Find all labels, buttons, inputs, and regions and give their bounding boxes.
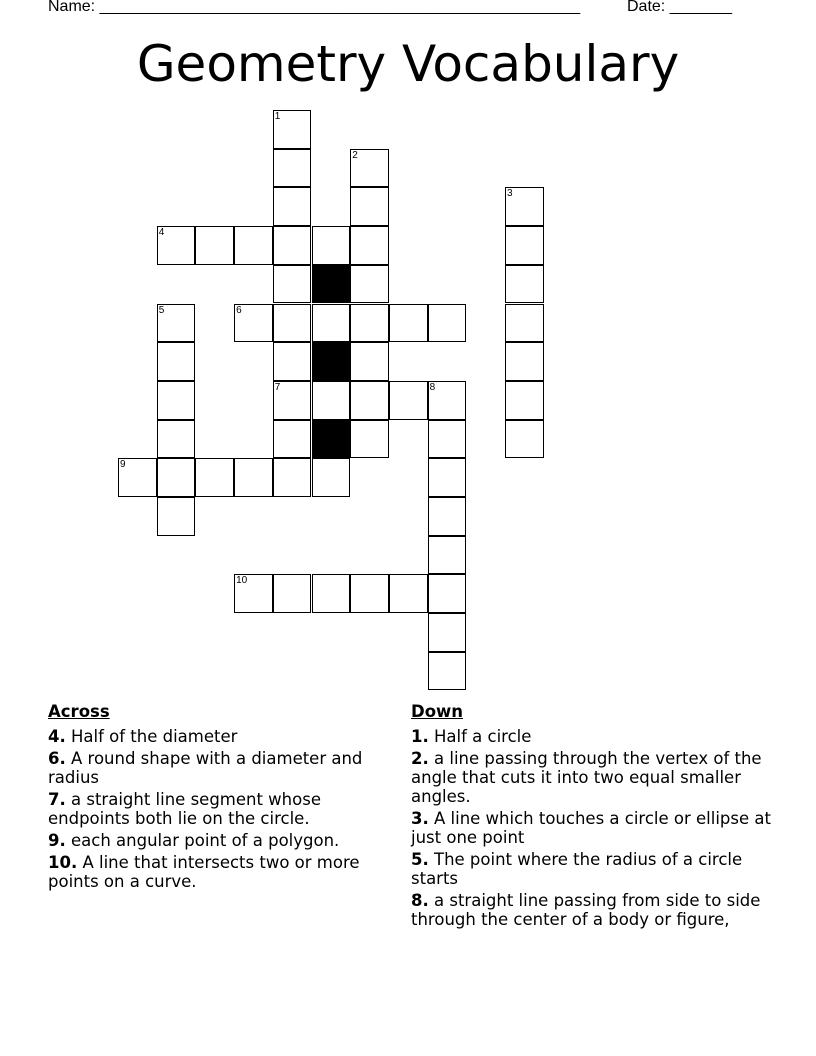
grid-cell[interactable] <box>350 187 389 226</box>
grid-cell[interactable] <box>505 226 544 265</box>
grid-cell[interactable] <box>312 304 351 343</box>
clue-number: 6. <box>48 749 66 768</box>
clue-text: A line which touches a circle or ellipse at just one point <box>411 809 771 847</box>
grid-cell[interactable] <box>273 420 312 459</box>
grid-cell[interactable] <box>195 458 234 497</box>
grid-cell[interactable] <box>428 652 467 691</box>
grid-cell[interactable] <box>273 304 312 343</box>
clue-number-label: 5 <box>158 304 165 316</box>
grid-cell[interactable] <box>273 226 312 265</box>
blocked-cell <box>312 342 351 381</box>
grid-cell[interactable] <box>350 574 389 613</box>
down-heading: Down <box>411 702 464 721</box>
grid-cell[interactable] <box>505 420 544 459</box>
grid-cell[interactable] <box>428 574 467 613</box>
grid-cell[interactable] <box>273 458 312 497</box>
grid-cell[interactable] <box>312 381 351 420</box>
clue-number: 2. <box>411 749 429 768</box>
clue-number: 7. <box>48 790 66 809</box>
grid-cell[interactable] <box>273 149 312 188</box>
grid-cell[interactable] <box>350 149 389 188</box>
clue-number-label: 9 <box>120 459 126 471</box>
grid-cell[interactable] <box>273 110 312 149</box>
clue-text: each angular point of a polygon. <box>71 831 340 850</box>
grid-cell[interactable] <box>505 381 544 420</box>
clue-number: 3. <box>411 809 429 828</box>
grid-cell[interactable] <box>350 342 389 381</box>
date-field-label: Date: _______ <box>627 0 732 15</box>
grid-cell[interactable] <box>505 304 544 343</box>
clue-number-label: 2 <box>352 149 358 161</box>
grid-cell[interactable] <box>389 381 428 420</box>
grid-cell[interactable] <box>350 381 389 420</box>
blocked-cell <box>312 420 351 459</box>
clue-number: 10. <box>48 853 78 872</box>
grid-cell[interactable] <box>195 226 234 265</box>
grid-cell[interactable] <box>273 381 312 420</box>
grid-cell[interactable] <box>389 304 428 343</box>
clue-number-label: 7 <box>274 381 281 393</box>
grid-cell[interactable] <box>428 536 467 575</box>
grid-cell[interactable] <box>312 574 351 613</box>
grid-cell[interactable] <box>428 381 467 420</box>
grid-cell[interactable] <box>157 458 196 497</box>
clue-text: A round shape with a diameter and radius <box>48 749 363 787</box>
grid-cell[interactable] <box>234 304 273 343</box>
across-clue <box>48 831 393 850</box>
grid-cell[interactable] <box>505 265 544 304</box>
clue-text: Half of the diameter <box>71 727 238 746</box>
clue-number-label: 1 <box>274 111 281 122</box>
grid-cell[interactable] <box>157 420 196 459</box>
down-clues <box>411 702 771 932</box>
down-clue <box>411 727 771 746</box>
clue-text: A line that intersects two or more points on a curve. <box>48 853 360 891</box>
grid-cell[interactable] <box>389 574 428 613</box>
down-clue <box>411 850 771 888</box>
across-clue <box>48 853 393 891</box>
clue-text: a straight line passing from side to side through the center of a body or figure, <box>411 891 761 929</box>
grid-cell[interactable] <box>273 187 312 226</box>
grid-cell[interactable] <box>428 420 467 459</box>
clue-text: a line passing through the vertex of the angle that cuts it into two equal smaller angles. <box>411 749 762 806</box>
grid-cell[interactable] <box>428 497 467 536</box>
grid-cell[interactable] <box>273 574 312 613</box>
grid-cell[interactable] <box>234 458 273 497</box>
grid-cell[interactable] <box>312 226 351 265</box>
clue-number-label: 8 <box>429 381 436 393</box>
down-clue <box>411 749 771 806</box>
clue-number: 5. <box>411 850 429 869</box>
grid-cell[interactable] <box>234 226 273 265</box>
grid-cell[interactable] <box>273 342 312 381</box>
blocked-cell <box>312 265 351 304</box>
clue-number: 9. <box>48 831 66 850</box>
grid-cell[interactable] <box>157 226 196 265</box>
grid-cell[interactable] <box>505 342 544 381</box>
clue-number-label: 10 <box>236 575 248 587</box>
grid-cell[interactable] <box>157 304 196 343</box>
grid-cell[interactable] <box>428 458 467 497</box>
grid-cell[interactable] <box>312 458 351 497</box>
grid-cell[interactable] <box>428 304 467 343</box>
clue-number-label: 3 <box>507 188 513 200</box>
grid-cell[interactable] <box>273 265 312 304</box>
grid-cell[interactable] <box>350 304 389 343</box>
across-clue <box>48 727 393 746</box>
clue-text: The point where the radius of a circle starts <box>411 850 743 888</box>
grid-cell[interactable] <box>350 226 389 265</box>
clue-number: 4. <box>48 727 66 746</box>
across-heading: Across <box>48 702 110 721</box>
clue-number: 8. <box>411 891 429 910</box>
down-clue <box>411 809 771 847</box>
name-field-label: Name: ______________________________________________________ <box>48 0 581 15</box>
grid-cell[interactable] <box>157 497 196 536</box>
page-title: Geometry Vocabulary <box>136 35 680 93</box>
across-clues <box>48 702 393 894</box>
down-clue <box>411 891 771 929</box>
clue-text: a straight line segment whose endpoints both lie on the circle. <box>48 790 321 828</box>
grid-cell[interactable] <box>350 265 389 304</box>
clue-number: 1. <box>411 727 429 746</box>
across-clue <box>48 749 393 787</box>
clue-number-label: 4 <box>158 227 165 239</box>
grid-cell[interactable] <box>118 458 157 497</box>
grid-cell[interactable] <box>234 574 273 613</box>
grid-cell[interactable] <box>157 342 196 381</box>
grid-cell[interactable] <box>350 420 389 459</box>
grid-cell[interactable] <box>157 381 196 420</box>
grid-cell[interactable] <box>428 613 467 652</box>
across-clue <box>48 790 393 828</box>
clue-number-label: 6 <box>236 304 242 316</box>
clue-text: Half a circle <box>434 727 532 746</box>
grid-cell[interactable] <box>505 187 544 226</box>
